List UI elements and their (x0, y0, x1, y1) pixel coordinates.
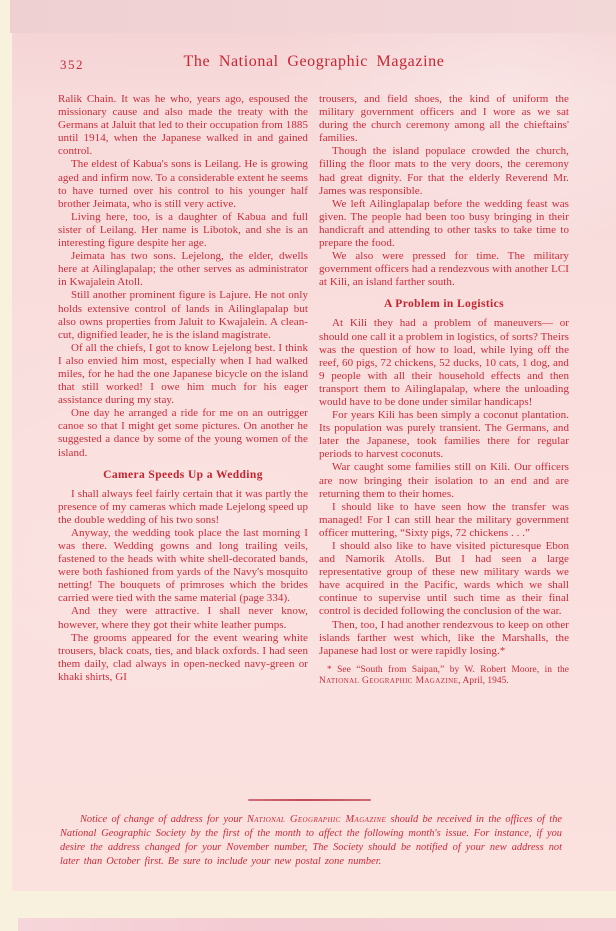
page-number: 352 (60, 57, 84, 72)
paragraph: I should also like to have visited picturesque Ebon and Namorik Atolls. But I had seen a large representative group of these new military wards we have acquired in the Pacific, wards which we shall continue to supervise until such time as their final control is decided following the conclusion of the war. (319, 540, 569, 618)
footnote (319, 665, 569, 688)
paragraph: The grooms appeared for the event wearing white trousers, black coats, ties, and black oxfords. I had seen them daily, clad always in open-necked navy-green or khaki shirts, GI (58, 631, 308, 683)
left-column (58, 93, 308, 688)
footnote-text: , April, 1945. (458, 676, 509, 687)
notice-text: should be received in the offices of the National Geographic Society by the first of the month to affect the following month's issue. For instance, if you desire the address changed for your November number, The Society should be notified of your new address not later than October first. Be sure to include your new postal zone number. (60, 814, 562, 867)
divider-rule (248, 799, 371, 801)
paragraph: I should like to have seen how the transfer was managed! For I can still hear the military government officer muttering, “Sixty pigs, 72 chickens . . .” (319, 500, 569, 539)
paragraph: And they were attractive. I shall never know, however, where they got their white leather pumps. (58, 605, 308, 631)
paragraph: Anyway, the wedding took place the last morning I was there. Wedding gowns and long trailing veils, fastened to the heads with white shell-decorated bands, were both fashioned from yards of the Navy's mosquito netting! The bouquets of primroses which the brides carried were tied with the same material (page 334). (58, 526, 308, 605)
notice-magazine-name: National Geographic Magazine (246, 814, 387, 825)
paragraph: Still another prominent figure is Lajure. He not only holds extensive control of lands in Ailinglapalap but also owns properties from Jaluit to Kwajalein. A clean-cut, dignified leader, he is the island magistrate. (58, 289, 308, 341)
footnote-text: * See “South from Saipan,” by W. Robert Moore, in the (327, 664, 569, 675)
paragraph: Of all the chiefs, I got to know Lejelong best. I think I also envied him most, especially when I had walked miles, for he had the one Japanese bicycle on the island that still worked! I owe him much for his eager assistance during my stay. (58, 341, 308, 407)
scan-top-edge (10, 0, 616, 33)
paragraph: trousers, and field shoes, the kind of uniform the military government officers and I wore as we sat during the church ceremony among all the chieftains' families. (319, 93, 569, 145)
paragraph: Jeimata has two sons. Lejelong, the elder, dwells here at Ailinglapalap; the other serves as administrator in Kwajalein Atoll. (58, 250, 308, 289)
paragraph: One day he arranged a ride for me on an outrigger canoe so that I might get some pictures. On another he suggested a dance by some of the young women of the island. (58, 407, 308, 459)
paragraph: We left Ailinglapalap before the wedding feast was given. The people had been too busy bringing in their handicraft and attending to other tasks to take time to prepare the food. (319, 197, 569, 250)
paragraph: We also were pressed for time. The military government officers had a rendezvous with another LCI at Kili, an island farther south. (319, 250, 569, 289)
paragraph: Living here, too, is a daughter of Kabua and full sister of Leilang. Her name is Libotok, and she is an interesting figure despite her age. (58, 210, 308, 250)
text-columns (58, 93, 569, 688)
paragraph: The eldest of Kabua's sons is Leilang. He is growing aged and infirm now. To a considerable extent he seems to have turned over his control to his younger half brother Jeimata, who is still very active. (58, 158, 308, 210)
paragraph: War caught some families still on Kili. Our officers are now bringing their isolation to an end and are returning them to their homes. (319, 461, 569, 500)
page-header (12, 53, 616, 79)
scan-bottom-edge (18, 918, 616, 931)
paragraph: Then, too, I had another rendezvous to keep on other islands farther west which, like the Marshalls, the Japanese had lost or were rapidly losing.* (319, 618, 569, 657)
notice-text: Notice of change of address for your (80, 814, 247, 825)
section-heading-wedding: Camera Speeds Up a Wedding (103, 468, 263, 481)
right-column (319, 93, 569, 688)
paragraph: For years Kili has been simply a coconut plantation. Its population was purely transient. The Germans, and later the Japanese, took families there for regular periods to harvest coconuts. (319, 409, 569, 461)
footnote-magazine-name: National Geographic Magazine (319, 676, 459, 687)
paragraph: At Kili they had a problem of maneuvers— or should one call it a problem in logistics, of sorts? Theirs was the question of how to load, while lying off the reef, 60 pigs, 72 chickens, 52 ducks, 10 cats, 1 dog, and 9 people with all their household effects and then transport them to Ailinglapalap, where the unloading would have to be done under similar handicaps! (319, 317, 569, 408)
section-heading-logistics: A Problem in Logistics (383, 298, 505, 311)
change-of-address-notice (60, 813, 562, 869)
running-title: The National Geographic Magazine (183, 53, 445, 70)
magazine-page (12, 33, 616, 891)
paragraph: Ralik Chain. It was he who, years ago, espoused the missionary cause and also made the treaty with the Germans at Jaluit that led to their occupation from 1885 until 1914, when the Japanese walked in and gained control. (58, 93, 308, 158)
paragraph: Though the island populace crowded the church, filling the floor mats to the very doors, the ceremony had great dignity. For that the elderly Reverend Mr. James was responsible. (319, 145, 569, 197)
paragraph: I shall always feel fairly certain that it was partly the presence of my cameras which made Lejelong speed up the double wedding of his two sons! (58, 487, 308, 526)
